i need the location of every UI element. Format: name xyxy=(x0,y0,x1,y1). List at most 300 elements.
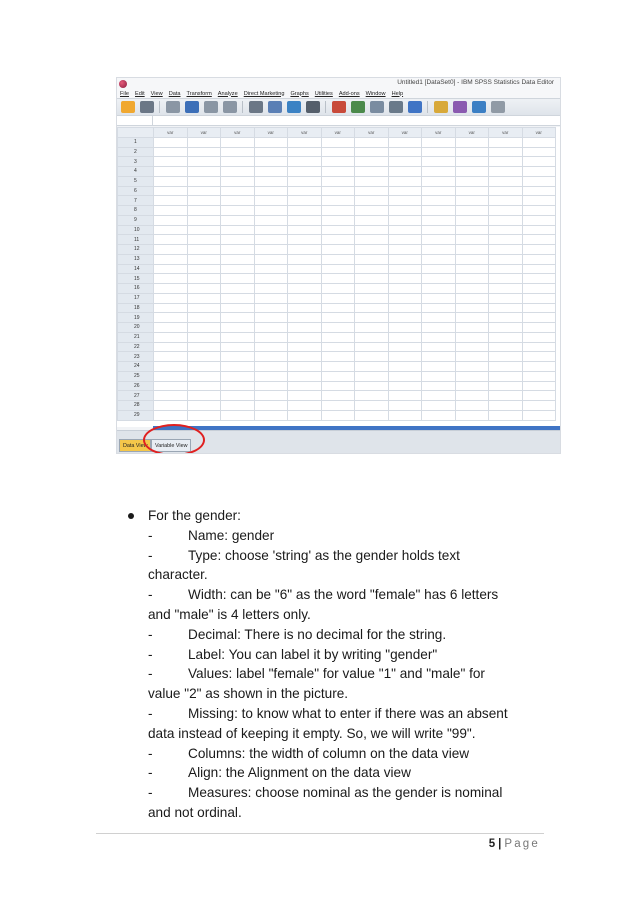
data-cell[interactable] xyxy=(187,342,221,352)
data-cell[interactable] xyxy=(422,381,456,391)
print-icon[interactable] xyxy=(166,101,180,113)
data-cell[interactable] xyxy=(221,264,255,274)
data-cell[interactable] xyxy=(522,381,556,391)
menu-transform[interactable]: Transform xyxy=(186,90,212,97)
data-cell[interactable] xyxy=(522,186,556,196)
data-cell[interactable] xyxy=(221,391,255,401)
data-cell[interactable] xyxy=(321,410,355,420)
data-cell[interactable] xyxy=(422,323,456,333)
data-cell[interactable] xyxy=(388,391,422,401)
data-cell[interactable] xyxy=(221,332,255,342)
menu-direct-marketing[interactable]: Direct Marketing xyxy=(243,90,285,97)
data-cell[interactable] xyxy=(221,157,255,167)
data-cell[interactable] xyxy=(388,313,422,323)
data-cell[interactable] xyxy=(154,303,188,313)
data-cell[interactable] xyxy=(187,381,221,391)
data-cell[interactable] xyxy=(187,176,221,186)
data-cell[interactable] xyxy=(355,254,389,264)
data-cell[interactable] xyxy=(154,274,188,284)
data-cell[interactable] xyxy=(288,284,322,294)
data-cell[interactable] xyxy=(355,371,389,381)
data-cell[interactable] xyxy=(355,323,389,333)
undo-icon[interactable] xyxy=(204,101,218,113)
data-cell[interactable] xyxy=(321,167,355,177)
data-cell[interactable] xyxy=(321,206,355,216)
data-cell[interactable] xyxy=(388,167,422,177)
data-cell[interactable] xyxy=(288,225,322,235)
data-cell[interactable] xyxy=(355,401,389,411)
data-cell[interactable] xyxy=(288,342,322,352)
data-cell[interactable] xyxy=(288,264,322,274)
row-number[interactable]: 17 xyxy=(118,293,154,303)
data-cell[interactable] xyxy=(388,196,422,206)
data-cell[interactable] xyxy=(154,323,188,333)
data-cell[interactable] xyxy=(321,401,355,411)
data-cell[interactable] xyxy=(388,186,422,196)
data-cell[interactable] xyxy=(455,401,489,411)
data-cell[interactable] xyxy=(489,293,523,303)
data-cell[interactable] xyxy=(221,225,255,235)
data-cell[interactable] xyxy=(221,313,255,323)
data-cell[interactable] xyxy=(422,186,456,196)
menu-data[interactable]: Data xyxy=(168,90,181,97)
column-header[interactable]: var xyxy=(187,128,221,138)
data-cell[interactable] xyxy=(288,215,322,225)
row-number[interactable]: 1 xyxy=(118,137,154,147)
data-cell[interactable] xyxy=(187,264,221,274)
data-cell[interactable] xyxy=(522,342,556,352)
data-cell[interactable] xyxy=(388,235,422,245)
column-header[interactable]: var xyxy=(388,128,422,138)
data-cell[interactable] xyxy=(489,313,523,323)
data-cell[interactable] xyxy=(288,186,322,196)
data-cell[interactable] xyxy=(254,381,288,391)
data-cell[interactable] xyxy=(254,215,288,225)
data-cell[interactable] xyxy=(422,215,456,225)
data-cell[interactable] xyxy=(187,293,221,303)
data-cell[interactable] xyxy=(388,371,422,381)
data-cell[interactable] xyxy=(489,362,523,372)
row-number[interactable]: 18 xyxy=(118,303,154,313)
split-file-icon[interactable] xyxy=(370,101,384,113)
menu-help[interactable]: Help xyxy=(391,90,404,97)
data-cell[interactable] xyxy=(288,254,322,264)
data-cell[interactable] xyxy=(355,215,389,225)
data-cell[interactable] xyxy=(455,206,489,216)
data-cell[interactable] xyxy=(187,352,221,362)
row-number[interactable]: 6 xyxy=(118,186,154,196)
data-cell[interactable] xyxy=(489,332,523,342)
column-header[interactable]: var xyxy=(355,128,389,138)
data-cell[interactable] xyxy=(288,137,322,147)
data-cell[interactable] xyxy=(355,157,389,167)
data-cell[interactable] xyxy=(321,264,355,274)
data-cell[interactable] xyxy=(422,137,456,147)
data-cell[interactable] xyxy=(489,264,523,274)
data-cell[interactable] xyxy=(154,362,188,372)
data-cell[interactable] xyxy=(388,206,422,216)
find-icon[interactable] xyxy=(306,101,320,113)
data-cell[interactable] xyxy=(221,167,255,177)
data-cell[interactable] xyxy=(187,196,221,206)
row-number[interactable]: 13 xyxy=(118,254,154,264)
data-cell[interactable] xyxy=(321,254,355,264)
data-cell[interactable] xyxy=(522,391,556,401)
data-cell[interactable] xyxy=(422,264,456,274)
data-cell[interactable] xyxy=(422,401,456,411)
value-labels-icon[interactable] xyxy=(434,101,448,113)
data-cell[interactable] xyxy=(355,362,389,372)
data-cell[interactable] xyxy=(455,186,489,196)
data-cell[interactable] xyxy=(221,206,255,216)
data-cell[interactable] xyxy=(489,196,523,206)
data-cell[interactable] xyxy=(254,293,288,303)
data-cell[interactable] xyxy=(254,157,288,167)
data-cell[interactable] xyxy=(288,157,322,167)
data-cell[interactable] xyxy=(154,167,188,177)
data-cell[interactable] xyxy=(489,215,523,225)
data-cell[interactable] xyxy=(187,362,221,372)
data-cell[interactable] xyxy=(187,206,221,216)
row-number[interactable]: 27 xyxy=(118,391,154,401)
data-cell[interactable] xyxy=(154,410,188,420)
data-cell[interactable] xyxy=(522,157,556,167)
data-cell[interactable] xyxy=(355,196,389,206)
data-cell[interactable] xyxy=(455,235,489,245)
data-cell[interactable] xyxy=(187,245,221,255)
row-number[interactable]: 24 xyxy=(118,362,154,372)
data-cell[interactable] xyxy=(522,410,556,420)
data-cell[interactable] xyxy=(455,371,489,381)
data-cell[interactable] xyxy=(355,147,389,157)
data-cell[interactable] xyxy=(388,293,422,303)
data-cell[interactable] xyxy=(455,352,489,362)
data-cell[interactable] xyxy=(288,245,322,255)
data-cell[interactable] xyxy=(187,391,221,401)
data-cell[interactable] xyxy=(388,254,422,264)
data-cell[interactable] xyxy=(355,342,389,352)
data-cell[interactable] xyxy=(321,157,355,167)
data-cell[interactable] xyxy=(422,176,456,186)
data-cell[interactable] xyxy=(288,274,322,284)
data-cell[interactable] xyxy=(455,245,489,255)
data-cell[interactable] xyxy=(254,196,288,206)
data-cell[interactable] xyxy=(489,323,523,333)
data-cell[interactable] xyxy=(522,167,556,177)
data-cell[interactable] xyxy=(489,342,523,352)
data-cell[interactable] xyxy=(321,147,355,157)
data-cell[interactable] xyxy=(254,410,288,420)
data-cell[interactable] xyxy=(522,284,556,294)
data-cell[interactable] xyxy=(154,137,188,147)
row-number[interactable]: 23 xyxy=(118,352,154,362)
data-cell[interactable] xyxy=(221,284,255,294)
data-cell[interactable] xyxy=(489,157,523,167)
weight-cases-icon[interactable] xyxy=(389,101,403,113)
data-cell[interactable] xyxy=(187,410,221,420)
data-cell[interactable] xyxy=(489,410,523,420)
data-cell[interactable] xyxy=(455,196,489,206)
data-cell[interactable] xyxy=(522,274,556,284)
data-cell[interactable] xyxy=(321,371,355,381)
data-cell[interactable] xyxy=(522,215,556,225)
data-cell[interactable] xyxy=(187,313,221,323)
column-header[interactable]: var xyxy=(254,128,288,138)
data-cell[interactable] xyxy=(254,254,288,264)
data-cell[interactable] xyxy=(422,303,456,313)
data-cell[interactable] xyxy=(422,313,456,323)
tab-data-view[interactable]: Data View xyxy=(119,439,151,452)
data-cell[interactable] xyxy=(422,196,456,206)
data-cell[interactable] xyxy=(288,147,322,157)
data-cell[interactable] xyxy=(455,342,489,352)
data-cell[interactable] xyxy=(187,225,221,235)
data-cell[interactable] xyxy=(154,332,188,342)
data-cell[interactable] xyxy=(154,293,188,303)
data-cell[interactable] xyxy=(388,215,422,225)
data-cell[interactable] xyxy=(355,274,389,284)
data-cell[interactable] xyxy=(288,313,322,323)
data-cell[interactable] xyxy=(221,147,255,157)
data-cell[interactable] xyxy=(187,186,221,196)
data-cell[interactable] xyxy=(221,410,255,420)
data-cell[interactable] xyxy=(388,225,422,235)
insert-variable-icon[interactable] xyxy=(351,101,365,113)
data-cell[interactable] xyxy=(154,196,188,206)
data-cell[interactable] xyxy=(522,293,556,303)
data-cell[interactable] xyxy=(254,225,288,235)
data-cell[interactable] xyxy=(422,254,456,264)
data-cell[interactable] xyxy=(388,342,422,352)
row-number[interactable]: 11 xyxy=(118,235,154,245)
data-cell[interactable] xyxy=(187,254,221,264)
data-cell[interactable] xyxy=(355,332,389,342)
column-header[interactable]: var xyxy=(522,128,556,138)
row-number[interactable]: 21 xyxy=(118,332,154,342)
data-cell[interactable] xyxy=(388,274,422,284)
data-cell[interactable] xyxy=(321,245,355,255)
variables-icon[interactable] xyxy=(287,101,301,113)
data-cell[interactable] xyxy=(221,293,255,303)
column-header[interactable]: var xyxy=(489,128,523,138)
data-cell[interactable] xyxy=(187,274,221,284)
data-cell[interactable] xyxy=(221,196,255,206)
data-cell[interactable] xyxy=(522,332,556,342)
row-number[interactable]: 22 xyxy=(118,342,154,352)
data-cell[interactable] xyxy=(154,371,188,381)
data-cell[interactable] xyxy=(254,323,288,333)
data-cell[interactable] xyxy=(254,235,288,245)
data-cell[interactable] xyxy=(288,410,322,420)
row-number[interactable]: 2 xyxy=(118,147,154,157)
data-cell[interactable] xyxy=(388,157,422,167)
column-header[interactable]: var xyxy=(154,128,188,138)
dialog-recall-icon[interactable] xyxy=(185,101,199,113)
cell-editor-bar[interactable] xyxy=(117,116,560,126)
data-cell[interactable] xyxy=(154,147,188,157)
data-cell[interactable] xyxy=(355,284,389,294)
data-cell[interactable] xyxy=(221,323,255,333)
data-cell[interactable] xyxy=(221,176,255,186)
data-cell[interactable] xyxy=(388,264,422,274)
data-cell[interactable] xyxy=(187,147,221,157)
menu-graphs[interactable]: Graphs xyxy=(290,90,309,97)
data-cell[interactable] xyxy=(154,215,188,225)
goto-variable-icon[interactable] xyxy=(268,101,282,113)
data-cell[interactable] xyxy=(355,313,389,323)
data-cell[interactable] xyxy=(321,342,355,352)
data-cell[interactable] xyxy=(321,215,355,225)
row-number[interactable]: 4 xyxy=(118,167,154,177)
row-number[interactable]: 15 xyxy=(118,274,154,284)
row-number[interactable]: 9 xyxy=(118,215,154,225)
use-sets-icon[interactable] xyxy=(453,101,467,113)
data-cell[interactable] xyxy=(455,274,489,284)
select-cases-icon[interactable] xyxy=(408,101,422,113)
row-number[interactable]: 5 xyxy=(118,176,154,186)
data-cell[interactable] xyxy=(254,313,288,323)
data-cell[interactable] xyxy=(187,332,221,342)
column-header[interactable]: var xyxy=(221,128,255,138)
data-cell[interactable] xyxy=(522,352,556,362)
data-cell[interactable] xyxy=(254,264,288,274)
data-cell[interactable] xyxy=(422,274,456,284)
data-cell[interactable] xyxy=(489,303,523,313)
data-cell[interactable] xyxy=(154,401,188,411)
data-cell[interactable] xyxy=(489,186,523,196)
data-cell[interactable] xyxy=(254,284,288,294)
data-cell[interactable] xyxy=(455,332,489,342)
data-cell[interactable] xyxy=(522,176,556,186)
data-cell[interactable] xyxy=(221,371,255,381)
data-cell[interactable] xyxy=(221,215,255,225)
data-cell[interactable] xyxy=(455,157,489,167)
data-cell[interactable] xyxy=(522,196,556,206)
data-cell[interactable] xyxy=(221,137,255,147)
data-cell[interactable] xyxy=(321,381,355,391)
data-cell[interactable] xyxy=(221,274,255,284)
data-cell[interactable] xyxy=(321,225,355,235)
data-cell[interactable] xyxy=(187,284,221,294)
data-cell[interactable] xyxy=(422,245,456,255)
grid-corner[interactable] xyxy=(118,128,154,138)
menu-utilities[interactable]: Utilities xyxy=(314,90,333,97)
data-cell[interactable] xyxy=(221,303,255,313)
data-cell[interactable] xyxy=(422,284,456,294)
data-cell[interactable] xyxy=(321,196,355,206)
column-header[interactable]: var xyxy=(455,128,489,138)
data-cell[interactable] xyxy=(221,352,255,362)
data-cell[interactable] xyxy=(288,371,322,381)
data-cell[interactable] xyxy=(154,313,188,323)
data-cell[interactable] xyxy=(321,293,355,303)
data-cell[interactable] xyxy=(187,167,221,177)
data-cell[interactable] xyxy=(254,186,288,196)
data-cell[interactable] xyxy=(522,137,556,147)
data-cell[interactable] xyxy=(321,235,355,245)
data-cell[interactable] xyxy=(489,254,523,264)
data-cell[interactable] xyxy=(388,137,422,147)
data-cell[interactable] xyxy=(254,391,288,401)
data-cell[interactable] xyxy=(455,391,489,401)
data-cell[interactable] xyxy=(455,381,489,391)
data-cell[interactable] xyxy=(489,401,523,411)
data-cell[interactable] xyxy=(388,245,422,255)
data-cell[interactable] xyxy=(489,167,523,177)
data-cell[interactable] xyxy=(288,176,322,186)
data-cell[interactable] xyxy=(355,137,389,147)
data-cell[interactable] xyxy=(522,235,556,245)
menu-file[interactable]: File xyxy=(120,90,130,97)
data-cell[interactable] xyxy=(221,186,255,196)
data-cell[interactable] xyxy=(187,323,221,333)
data-cell[interactable] xyxy=(355,293,389,303)
data-cell[interactable] xyxy=(254,362,288,372)
menu-analyze[interactable]: Analyze xyxy=(217,90,238,97)
data-cell[interactable] xyxy=(321,137,355,147)
data-cell[interactable] xyxy=(221,342,255,352)
data-cell[interactable] xyxy=(455,410,489,420)
row-number[interactable]: 16 xyxy=(118,284,154,294)
data-cell[interactable] xyxy=(288,167,322,177)
data-cell[interactable] xyxy=(422,293,456,303)
data-cell[interactable] xyxy=(254,371,288,381)
data-cell[interactable] xyxy=(355,225,389,235)
goto-case-icon[interactable] xyxy=(249,101,263,113)
data-cell[interactable] xyxy=(522,225,556,235)
data-cell[interactable] xyxy=(522,264,556,274)
data-cell[interactable] xyxy=(388,352,422,362)
row-number[interactable]: 29 xyxy=(118,410,154,420)
data-cell[interactable] xyxy=(455,254,489,264)
data-cell[interactable] xyxy=(221,362,255,372)
data-cell[interactable] xyxy=(321,284,355,294)
data-cell[interactable] xyxy=(422,391,456,401)
data-cell[interactable] xyxy=(254,167,288,177)
data-cell[interactable] xyxy=(455,362,489,372)
data-cell[interactable] xyxy=(522,206,556,216)
data-cell[interactable] xyxy=(187,371,221,381)
insert-cases-icon[interactable] xyxy=(332,101,346,113)
data-cell[interactable] xyxy=(489,147,523,157)
data-cell[interactable] xyxy=(154,284,188,294)
data-cell[interactable] xyxy=(455,303,489,313)
data-cell[interactable] xyxy=(422,362,456,372)
data-cell[interactable] xyxy=(422,157,456,167)
spell-check-icon[interactable] xyxy=(491,101,505,113)
data-cell[interactable] xyxy=(154,254,188,264)
data-cell[interactable] xyxy=(254,245,288,255)
menu-view[interactable]: View xyxy=(150,90,163,97)
show-all-icon[interactable] xyxy=(472,101,486,113)
column-header[interactable]: var xyxy=(422,128,456,138)
data-cell[interactable] xyxy=(489,235,523,245)
data-cell[interactable] xyxy=(355,235,389,245)
data-cell[interactable] xyxy=(154,157,188,167)
data-cell[interactable] xyxy=(455,323,489,333)
data-cell[interactable] xyxy=(321,186,355,196)
data-cell[interactable] xyxy=(288,401,322,411)
data-cell[interactable] xyxy=(455,147,489,157)
column-header[interactable]: var xyxy=(321,128,355,138)
row-number[interactable]: 8 xyxy=(118,206,154,216)
data-cell[interactable] xyxy=(254,176,288,186)
row-number[interactable]: 12 xyxy=(118,245,154,255)
save-icon[interactable] xyxy=(140,101,154,113)
data-cell[interactable] xyxy=(288,323,322,333)
data-cell[interactable] xyxy=(355,206,389,216)
data-cell[interactable] xyxy=(321,352,355,362)
